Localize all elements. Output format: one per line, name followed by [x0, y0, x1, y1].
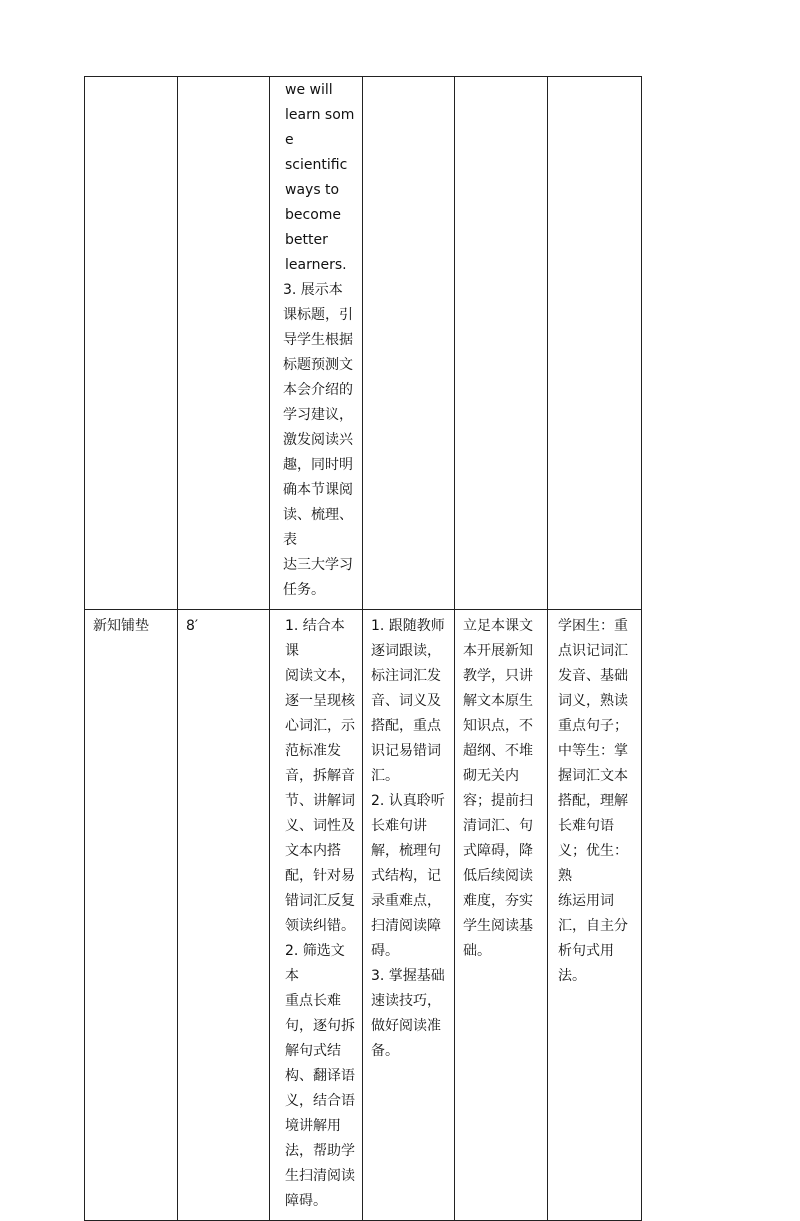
time-text: 8′	[186, 618, 199, 634]
differentiation-text: 学困生：重 点识记词汇 发音、基础 词义，熟读 重点句子； 中等生：掌 握词汇文本 搭配，理解 长难句语 义；优生：熟 练运用词 汇，自主分 析句式用 法。	[558, 618, 628, 984]
student-activity-cell	[363, 77, 455, 610]
time-cell	[178, 610, 270, 1221]
teacher-activity-cell	[270, 77, 363, 610]
table-row	[85, 77, 642, 610]
student-activity-cell	[363, 610, 455, 1221]
teacher-activity-cell	[270, 610, 363, 1221]
design-intent-cell	[455, 77, 548, 610]
differentiation-cell	[548, 77, 642, 610]
lesson-plan-table	[84, 76, 642, 1221]
time-cell	[178, 77, 270, 610]
teacher-activity-english: we will learn some scientific ways to become better learners.	[285, 82, 355, 273]
design-intent-text: 立足本课文 本开展新知 教学，只讲 解文本原生 知识点，不 超纲、不堆 砌无关内 容；提前扫 清词汇、句 式障碍，降 低后续阅读 难度，夯实 学生阅读基 础。	[463, 618, 533, 959]
student-activity-text: 1. 跟随教师 逐词跟读， 标注词汇发 音、词义及 搭配，重点 识记易错词 汇。 2. 认真聆听 长难句讲 解，梳理句 式结构，记 录重难点， 扫清阅读障 碍。 3. 掌握基础 速读技巧， 做好阅读准 备。	[371, 618, 445, 1059]
differentiation-cell	[548, 610, 642, 1221]
design-intent-cell	[455, 610, 548, 1221]
table-row	[85, 610, 642, 1221]
stage-cell	[85, 610, 178, 1221]
teacher-activity-chinese: 3. 展示本 课标题，引 导学生根据 标题预测文 本会介绍的 学习建议， 激发阅读兴 趣，同时明 确本节课阅 读、梳理、表 达三大学习 任务。	[283, 282, 353, 598]
teacher-activity-text: 1. 结合本课 阅读文本， 逐一呈现核 心词汇，示 范标准发 音，拆解音 节、讲解词 义、词性及 文本内搭 配，针对易 错词汇反复 领读纠错。 2. 筛选文本 重点长难 句，逐句拆 解句式结 构、翻译语 义，结合语 境讲解用 法，帮助学 生扫清阅读 障碍。	[285, 618, 355, 1209]
stage-cell	[85, 77, 178, 610]
stage-text: 新知铺垫	[93, 618, 149, 634]
